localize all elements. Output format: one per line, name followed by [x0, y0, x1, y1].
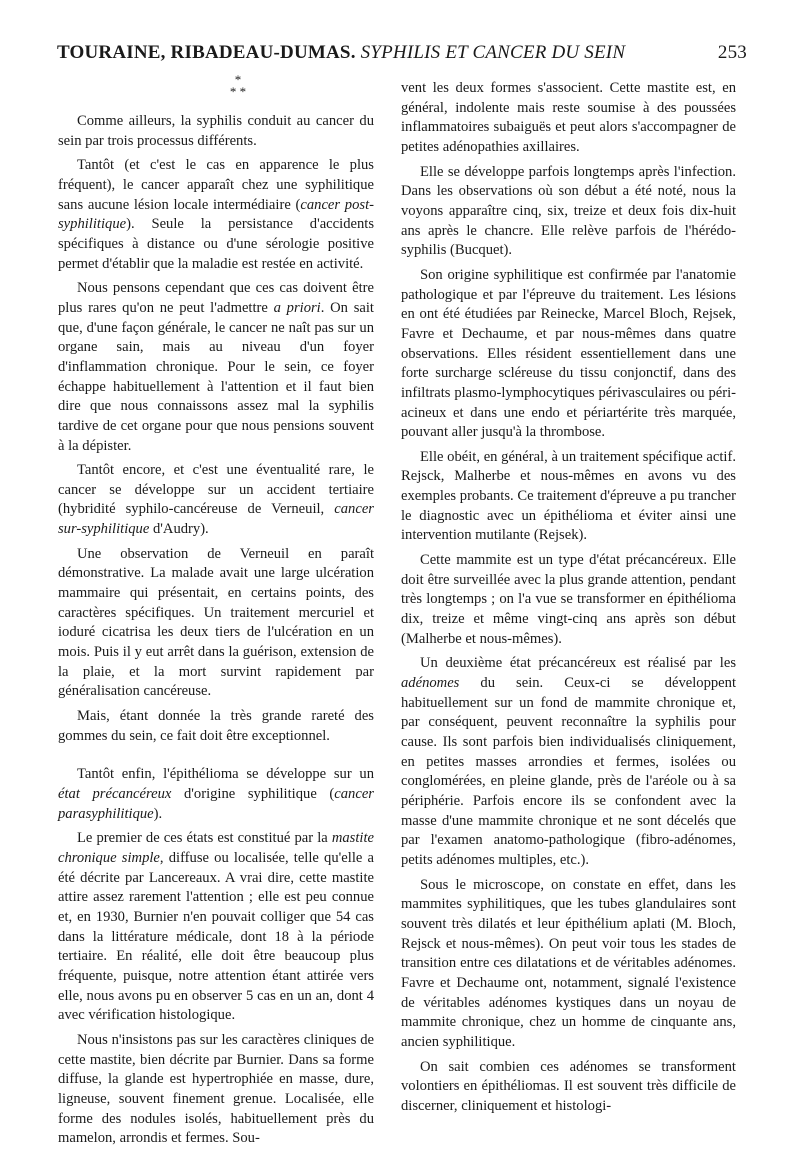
- paragraph: Nous pensons cependant que ces cas doivent être plus rares qu'on ne peut l'admettre a priori. On sait que, d'une façon générale, le cancer ne naît pas sur un organe sain, mais au niveau d'un foyer d'inflammation chronique. Pour le sein, ce foyer échappe habituellement à l'attention et il faut bien dire que nous connaissons assez mal la syphilis tardive de cet organe pour que nous pensions souvent à la dépister.: [58, 280, 374, 454]
- header-authors: TOURAINE, RIBADEAU-DUMAS.: [57, 42, 356, 63]
- header-title: SYPHILIS ET CANCER DU SEIN: [360, 42, 626, 63]
- paragraph: Nous n'insistons pas sur les caractères cliniques de cette mastite, bien décrite par Burnier. Dans sa forme diffuse, la glande est hypertrophiée en masse, dure, ligneuse, souvent finement grenue. Localisée, elle forme des nodules isolés, habituellement près du mamelon, arrondis et fermes. Sou-: [58, 1031, 374, 1147]
- page-number: 253: [717, 42, 747, 63]
- paragraph: Tantôt (et c'est le cas en apparence le plus fréquent), le cancer apparaît chez une syphilitique sans aucune lésion locale intermédiaire (cancer post-syphilitique). Seule la persistance d'accidents spécifiques à distance ou d'une sérologie positive permet d'établir que la maladie est restée en activité.: [58, 157, 374, 272]
- paragraph: Mais, étant donnée la très grande rareté des gommes du sein, ce fait doit être exceptionnel.: [58, 708, 374, 744]
- paragraph: Un deuxième état précancéreux est réalisé par les adénomes du sein. Ceux-ci se développent habituellement sur un fond de mammite chronique et, par conséquent, peuvent reconnaître la syphilis pour cause. Ils sont parfois bien individualisés cliniquement, en petites masses arrondies et fermes, isolées ou conglomérées, en pleine glande, près de l'aréole ou à sa périphérie. Parfois encore ils se confondent avec la masse d'une mammite chronique et ne sont décelés que par l'examen anatomo-pathologique (fibro-adénomes, petits adénomes multiples, etc.).: [401, 655, 736, 868]
- paragraph: Elle obéit, en général, à un traitement spécifique actif. Rejsck, Malherbe et nous-mêmes en avons vu des exemples probants. Ce traitement d'épreuve a pu trancher le diagnostic avec un épithélioma et éviter ainsi une intervention mutilante (Rejsek).: [401, 448, 736, 544]
- right-column: [401, 79, 736, 1121]
- paragraph: Tantôt enfin, l'épithélioma se développe sur un état précancéreux d'origine syphilitique (cancer parasyphilitique).: [58, 766, 374, 822]
- asterism: * * *: [229, 72, 247, 99]
- paragraph: Son origine syphilitique est confirmée par l'anatomie pathologique et par l'épreuve du traitement. Les lésions en ont été étudiées par Reinecke, Marcel Bloch, Rejsek, Favre et Dechaume, et par nous-mêmes dans quatre observations. Elles résident essentiellement dans une forte surcharge scléreuse du tissu conjonctif, dans des infiltrats plasmo-lymphocytiques périvasculaires ou péri-acineux et dans une endo et périartérite très marquée, pouvant aller jusqu'à la thrombose.: [401, 266, 736, 441]
- left-column: [58, 72, 374, 1154]
- paragraph: Comme ailleurs, la syphilis conduit au cancer du sein par trois processus différents.: [58, 113, 374, 149]
- paragraph: vent les deux formes s'associent. Cette mastite est, en général, indolente mais reste soumise à des poussées inflammatoires subaiguës et peut alors s'accompagner de petites adénopathies axillaires.: [401, 80, 736, 155]
- paragraph: Cette mammite est un type d'état précancéreux. Elle doit être surveillée avec la plus grande attention, pendant très longtemps ; on l'a vue se transformer en épithélioma dix, treize et même vingt-cinq ans après son début (Malherbe et nous-mêmes).: [401, 552, 736, 647]
- paragraph: Le premier de ces états est constitué par la mastite chronique simple, diffuse ou localisée, telle qu'elle a été décrite par Lancereaux. A vrai dire, cette mastite attire assez rarement l'attention ; elle est peu connue et, en 1930, Burnier n'en pouvait colliger que 54 cas dans la littérature médicale, dont 18 à la période tertiaire. En réalité, elle doit être beaucoup plus fréquente, puisque, notre attention étant attirée vers elle, nous avons pu en observer 5 cas en un an, dont 4 avec vérification histologique.: [58, 830, 374, 1024]
- paragraph: Elle se développe parfois longtemps après l'infection. Dans les observations où son début a été noté, nous la voyons apparaître cinq, six, treize et deux fois dix-huit ans après le chancre. Elle relève parfois de l'hérédo-syphilis (Bucquet).: [401, 163, 736, 259]
- paragraph: Sous le microscope, on constate en effet, dans les mammites syphilitiques, que les tubes glandulaires sont souvent très dilatés et leur épithélium aplati (M. Bloch, Rejsck et nous-mêmes). On peut voir tous les stades de transition entre ces dilatations et de véritables adénomes. Favre et Dechaume ont, notamment, signalé l'existence de véritables adénomes kystiques dans un noyau de mammite chronique, chez un homme de cinquante ans, ancien syphilitique.: [401, 876, 736, 1050]
- running-header: [57, 42, 747, 64]
- paragraph: On sait combien ces adénomes se transforment volontiers en épithéliomas. Il est souvent très difficile de discerner, cliniquement et histologi-: [401, 1058, 736, 1114]
- paragraph: Tantôt encore, et c'est une éventualité rare, le cancer se développe sur un accident tertiaire (hybridité syphilo-cancéreuse de Verneuil, cancer sur-syphilitique d'Audry).: [58, 462, 374, 538]
- section-gap: [58, 751, 374, 765]
- paragraph: Une observation de Verneuil en paraît démonstrative. La malade avait une large ulcération mammaire qui présentait, en certains points, des caractères spécifiques. Un traitement mercuriel et ioduré cicatrisa les deux tiers de l'ulcération en un mois. Puis il y eut arrêt dans la guérison, extension de la plaie, et la mort survint rapidement par généralisation cancéreuse.: [58, 545, 374, 700]
